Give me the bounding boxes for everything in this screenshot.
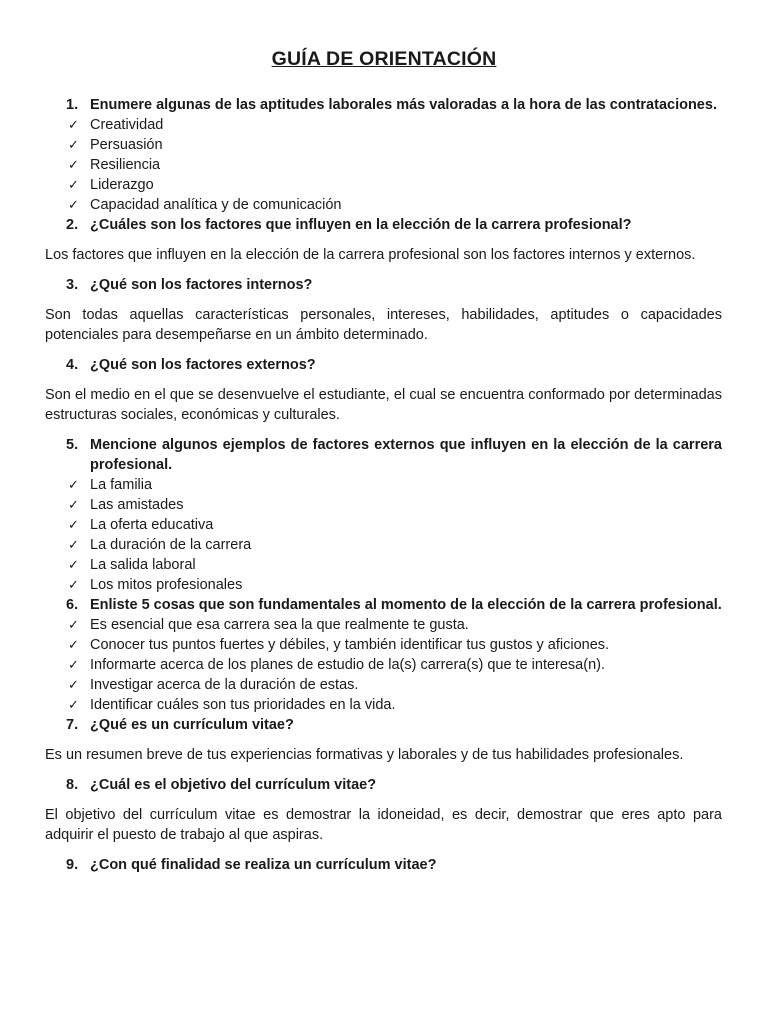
check-list-item xyxy=(45,555,722,575)
check-list-item xyxy=(45,115,722,135)
question-3 xyxy=(45,275,722,295)
check-list-item-text: Identificar cuáles son tus prioridades en la vida. xyxy=(90,697,396,713)
question-number: 8. xyxy=(66,777,79,793)
check-list-item-text: Liderazgo xyxy=(90,177,154,193)
check-list-item xyxy=(45,135,722,155)
question-number: 9. xyxy=(66,857,79,873)
check-list-item xyxy=(45,675,722,695)
check-list-item xyxy=(45,175,722,195)
question-text: Enliste 5 cosas que son fundamentales al momento de la elección de la carrera profesional. xyxy=(90,597,722,613)
checkmark-icon: ✓ xyxy=(68,637,79,652)
checkmark-icon: ✓ xyxy=(68,497,79,512)
question-8 xyxy=(45,775,722,795)
check-list-item xyxy=(45,575,722,595)
checkmark-icon: ✓ xyxy=(68,697,79,712)
checkmark-icon: ✓ xyxy=(68,537,79,552)
checkmark-icon: ✓ xyxy=(68,477,79,492)
check-list-item-text: Informarte acerca de los planes de estudio de la(s) carrera(s) que te interesa(n). xyxy=(90,657,605,673)
check-list-item-text: La oferta educativa xyxy=(90,517,214,533)
question-1-list xyxy=(45,115,722,215)
checkmark-icon: ✓ xyxy=(68,197,79,212)
checkmark-icon: ✓ xyxy=(68,617,79,632)
check-list-item xyxy=(45,635,722,655)
question-5-list xyxy=(45,475,722,595)
question-text: Enumere algunas de las aptitudes laborales más valoradas a la hora de las contrataciones. xyxy=(90,97,717,113)
question-2 xyxy=(45,215,722,235)
checkmark-icon: ✓ xyxy=(68,137,79,152)
answer-8: El objetivo del currículum vitae es demostrar la idoneidad, es decir, demostrar que eres apto para adquirir el puesto de trabajo al que aspiras. xyxy=(45,807,722,843)
document-title: GUÍA DE ORIENTACIÓN xyxy=(271,48,497,70)
question-1 xyxy=(45,95,722,115)
check-list-item-text: Persuasión xyxy=(90,137,163,153)
check-list-item xyxy=(45,615,722,635)
question-4 xyxy=(45,355,722,375)
question-text: ¿Cuáles son los factores que influyen en la elección de la carrera profesional? xyxy=(90,217,632,233)
answer-3: Son todas aquellas características personales, intereses, habilidades, aptitudes o capacidades potenciales para desempeñarse en un ámbito determinado. xyxy=(45,307,722,343)
check-list-item-text: Es esencial que esa carrera sea la que realmente te gusta. xyxy=(90,617,469,633)
question-5 xyxy=(45,435,722,475)
question-number: 5. xyxy=(66,437,79,453)
checkmark-icon: ✓ xyxy=(68,517,79,532)
question-number: 1. xyxy=(66,97,79,113)
question-text: ¿Qué son los factores internos? xyxy=(90,277,313,293)
question-text: Mencione algunos ejemplos de factores externos que influyen en la elección de la carrera profesional. xyxy=(90,437,722,473)
question-number: 4. xyxy=(66,357,79,373)
question-7 xyxy=(45,715,722,735)
checkmark-icon: ✓ xyxy=(68,177,79,192)
check-list-item-text: Creatividad xyxy=(90,117,164,133)
question-number: 3. xyxy=(66,277,79,293)
check-list-item xyxy=(45,515,722,535)
checkmark-icon: ✓ xyxy=(68,657,79,672)
check-list-item-text: Investigar acerca de la duración de estas. xyxy=(90,677,359,693)
check-list-item xyxy=(45,495,722,515)
question-number: 2. xyxy=(66,217,79,233)
answer-2: Los factores que influyen en la elección de la carrera profesional son los factores internos y externos. xyxy=(45,247,696,263)
checkmark-icon: ✓ xyxy=(68,677,79,692)
checkmark-icon: ✓ xyxy=(68,557,79,572)
check-list-item xyxy=(45,535,722,555)
check-list-item xyxy=(45,195,722,215)
check-list-item-text: Los mitos profesionales xyxy=(90,577,243,593)
check-list-item-text: Las amistades xyxy=(90,497,184,513)
checkmark-icon: ✓ xyxy=(68,577,79,592)
question-9 xyxy=(45,855,722,875)
question-text: ¿Cuál es el objetivo del currículum vitae? xyxy=(90,777,377,793)
question-text: ¿Qué son los factores externos? xyxy=(90,357,316,373)
question-6-list xyxy=(45,615,722,715)
question-text: ¿Qué es un currículum vitae? xyxy=(90,717,294,733)
check-list-item xyxy=(45,695,722,715)
check-list-item xyxy=(45,655,722,675)
answer-7: Es un resumen breve de tus experiencias formativas y laborales y de tus habilidades profesionales. xyxy=(45,747,684,763)
check-list-item xyxy=(45,155,722,175)
check-list-item-text: La salida laboral xyxy=(90,557,196,573)
question-text: ¿Con qué finalidad se realiza un currículum vitae? xyxy=(90,857,437,873)
check-list-item-text: La duración de la carrera xyxy=(90,537,252,553)
question-6 xyxy=(45,595,722,615)
check-list-item xyxy=(45,475,722,495)
question-number: 7. xyxy=(66,717,79,733)
check-list-item-text: Capacidad analítica y de comunicación xyxy=(90,197,342,213)
checkmark-icon: ✓ xyxy=(68,157,79,172)
check-list-item-text: Resiliencia xyxy=(90,157,161,173)
check-list-item-text: La familia xyxy=(90,477,153,493)
check-list-item-text: Conocer tus puntos fuertes y débiles, y también identificar tus gustos y aficiones. xyxy=(90,637,610,653)
question-number: 6. xyxy=(66,597,79,613)
answer-4: Son el medio en el que se desenvuelve el estudiante, el cual se encuentra conformado por determinadas estructuras sociales, económicas y culturales. xyxy=(45,387,722,423)
document-body xyxy=(45,95,722,875)
checkmark-icon: ✓ xyxy=(68,117,79,132)
